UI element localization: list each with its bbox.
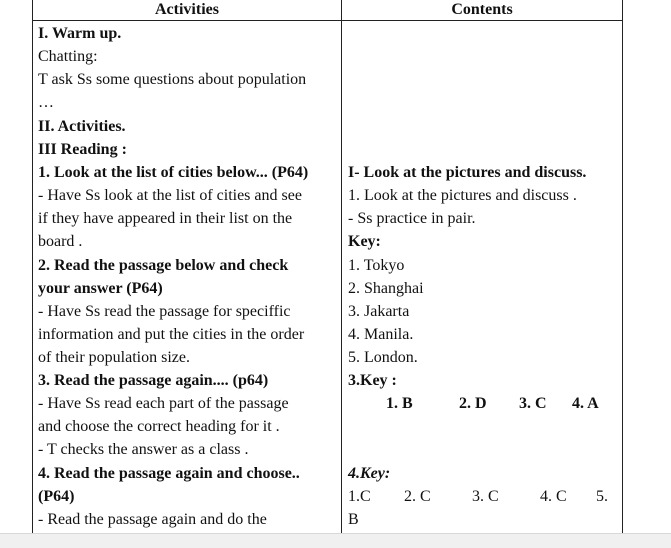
task-4-heading: 4. Read the passage again and choose.. xyxy=(38,465,300,482)
key-3-answer: 1. B xyxy=(386,395,413,412)
task-1-heading: 1. Look at the list of cities below... (P64) xyxy=(38,164,309,181)
key-4-answer: 2. C xyxy=(404,488,431,505)
column-header-activities: Activities xyxy=(155,1,219,18)
answer-item: 5. London. xyxy=(348,349,418,366)
table-column-divider xyxy=(341,0,342,533)
section-reading: III Reading : xyxy=(38,141,127,158)
activity-line: Chatting: xyxy=(38,48,98,65)
header-row-divider xyxy=(32,20,623,21)
answer-item: 4. Manila. xyxy=(348,326,414,343)
content-line: 1. Look at the pictures and discuss . xyxy=(348,187,577,204)
activity-line: - T checks the answer as a class . xyxy=(38,441,249,458)
section-activities: II. Activities. xyxy=(38,118,126,135)
key-4-label: 4.Key: xyxy=(348,465,391,482)
key-3-answer: 4. A xyxy=(572,395,599,412)
activity-line: - Have Ss look at the list of cities and see xyxy=(38,187,302,204)
task-2-heading-cont: your answer (P64) xyxy=(38,280,163,297)
section-warm-up: I. Warm up. xyxy=(38,25,122,42)
activity-line: T ask Ss some questions about population xyxy=(38,71,307,88)
task-2-heading: 2. Read the passage below and check xyxy=(38,257,289,274)
answer-item: 1. Tokyo xyxy=(348,257,405,274)
key-4-answer: 4. C xyxy=(540,488,567,505)
column-header-contents: Contents xyxy=(451,1,513,18)
activity-line: - Have Ss read the passage for speciffic xyxy=(38,303,291,320)
activity-line: if they have appeared in their list on the xyxy=(38,210,293,227)
content-line: - Ss practice in pair. xyxy=(348,210,476,227)
key-4-answer: 3. C xyxy=(472,488,499,505)
key-4-answer: 1.C xyxy=(348,488,371,505)
key-3-answer: 2. D xyxy=(459,395,487,412)
table-border-left xyxy=(32,0,33,533)
key-4-answer: 5. xyxy=(596,488,608,505)
activity-line: - Have Ss read each part of the passage xyxy=(38,395,289,412)
key-3-label: 3.Key : xyxy=(348,372,397,389)
activity-line: … xyxy=(38,94,54,111)
table-border-right xyxy=(622,0,623,533)
document-bottom-bar xyxy=(0,533,671,548)
task-4-heading-cont: (P64) xyxy=(38,488,75,505)
activity-line: and choose the correct heading for it . xyxy=(38,418,280,435)
answer-item: 3. Jakarta xyxy=(348,303,410,320)
activity-line: of their population size. xyxy=(38,349,190,366)
key-label: Key: xyxy=(348,233,381,250)
activity-line: information and put the cities in the order xyxy=(38,326,305,343)
key-3-answer: 3. C xyxy=(519,395,547,412)
task-3-heading: 3. Read the passage again.... (p64) xyxy=(38,372,269,389)
content-heading: I- Look at the pictures and discuss. xyxy=(348,164,587,181)
activity-line: board . xyxy=(38,233,83,250)
key-4-answer-wrap: B xyxy=(348,511,359,528)
answer-item: 2. Shanghai xyxy=(348,280,424,297)
activity-line: - Read the passage again and do the xyxy=(38,511,267,528)
